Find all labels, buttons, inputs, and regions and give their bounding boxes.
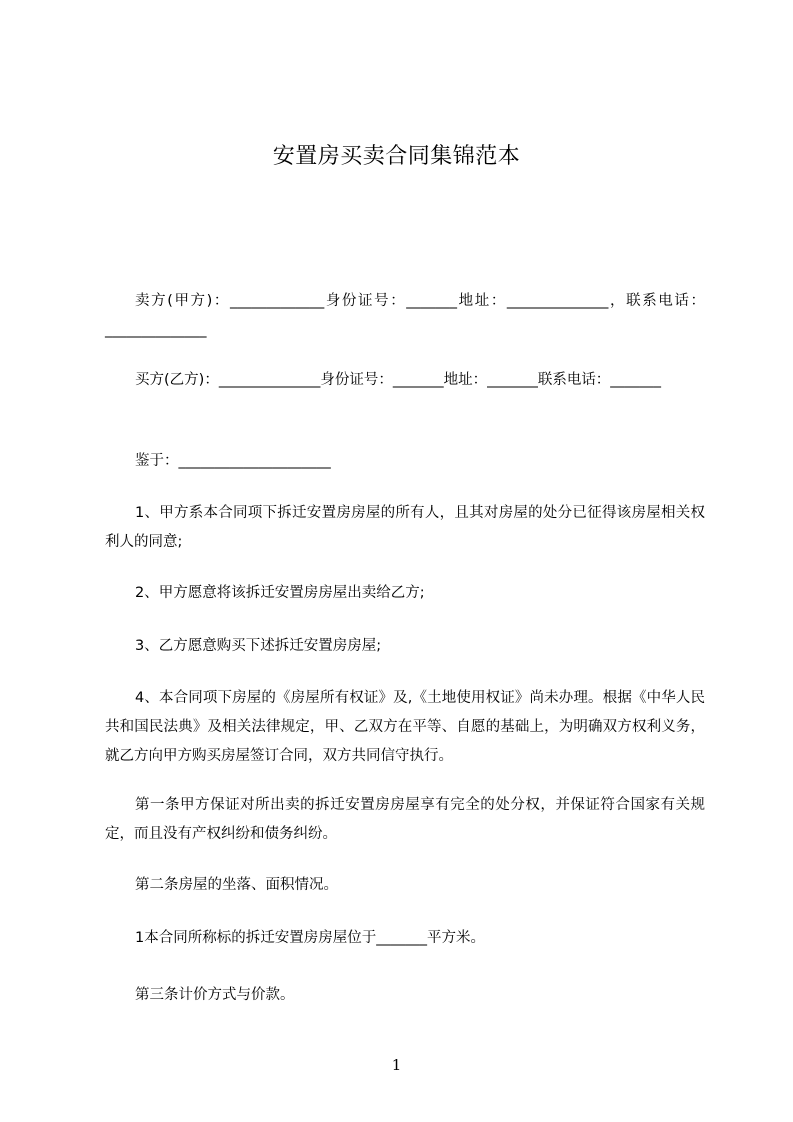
article-2-paragraph: 第二条房屋的坐落、面积情况。 (135, 877, 338, 893)
whereas-paragraph: 鉴于：_____________________ (135, 453, 331, 469)
article-3-paragraph: 第三条计价方式与价款。 (135, 987, 295, 1003)
seller-info-paragraph: 卖方(甲方)：_____________身份证号：_______地址：______________，联系电话：______________ (105, 293, 705, 338)
buyer-info-paragraph: 买方(乙方)：______________身份证号：_______地址：_______联系电话：_______ (135, 372, 662, 388)
article-1-paragraph: 第一条甲方保证对所出卖的拆迁安置房房屋享有完全的处分权，并保证符合国家有关规定，而且没有产权纠纷和债务纠纷。 (105, 797, 705, 842)
recital-3-paragraph: 3、乙方愿意购买下述拆迁安置房房屋; (135, 638, 382, 654)
document-title: 安置房买卖合同集锦范本 (272, 144, 521, 169)
recital-2-paragraph: 2、甲方愿意将该拆迁安置房房屋出卖给乙方; (135, 585, 425, 601)
recital-4-paragraph: 4、本合同项下房屋的《房屋所有权证》及,《土地使用权证》尚未办理。根据《中华人民共和国民法典》及相关法律规定，甲、乙双方在平等、自愿的基础上，为明确双方权利义务，就乙方向甲方购买房屋签订合同，双方共同信守执行。 (105, 690, 705, 764)
recital-1-paragraph: 1、甲方系本合同项下拆迁安置房房屋的所有人，且其对房屋的处分已征得该房屋相关权利人的同意; (105, 505, 705, 550)
article-2-item-1-paragraph: 1本合同所称标的拆迁安置房房屋位于_______平方米。 (135, 930, 485, 946)
page-number: 1 (391, 1056, 402, 1074)
